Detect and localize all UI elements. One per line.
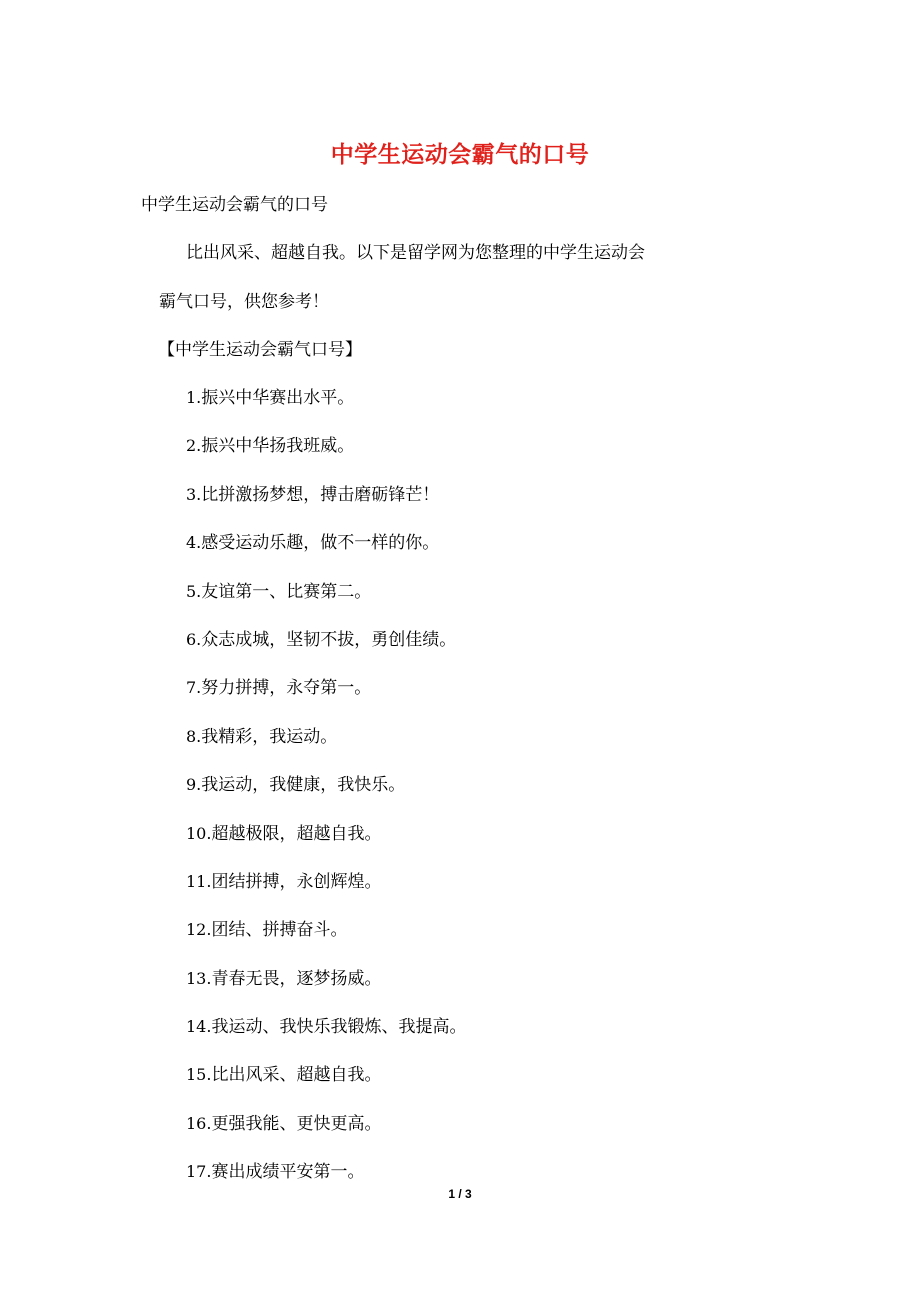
slogan-number: 10. bbox=[186, 823, 212, 843]
slogan-item bbox=[186, 579, 466, 627]
slogan-number: 16. bbox=[186, 1113, 212, 1133]
slogan-text: 团结、拼搏奋斗。 bbox=[211, 920, 348, 941]
slogan-list bbox=[186, 385, 466, 1208]
slogan-item bbox=[186, 1014, 466, 1062]
slogan-item bbox=[186, 433, 466, 481]
slogan-text: 振兴中华扬我班威。 bbox=[201, 436, 355, 457]
slogan-item bbox=[186, 724, 466, 772]
slogan-item bbox=[186, 772, 466, 820]
slogan-text: 友谊第一、比赛第二。 bbox=[201, 581, 372, 602]
slogan-item bbox=[186, 1062, 466, 1110]
slogan-text: 我运动、我快乐我锻炼、我提高。 bbox=[211, 1017, 467, 1038]
slogan-text: 超越极限，超越自我。 bbox=[211, 823, 382, 844]
slogan-number: 1. bbox=[186, 388, 202, 407]
slogan-number: 9. bbox=[186, 775, 202, 795]
slogan-text: 赛出成绩平安第一。 bbox=[211, 1162, 365, 1183]
slogan-text: 我运动，我健康，我快乐。 bbox=[201, 775, 406, 796]
document-subtitle: 中学生运动会霸气的口号 bbox=[141, 195, 328, 215]
slogan-item bbox=[186, 627, 466, 675]
slogan-item bbox=[186, 530, 466, 578]
slogan-number: 5. bbox=[186, 581, 202, 601]
slogan-item bbox=[186, 917, 466, 965]
slogan-number: 15. bbox=[186, 1065, 212, 1085]
slogan-item bbox=[186, 482, 466, 530]
page-number: 1 / 3 bbox=[448, 1187, 472, 1201]
slogan-text: 众志成城，坚韧不拔，勇创佳绩。 bbox=[201, 629, 457, 650]
slogan-item bbox=[186, 675, 466, 723]
slogan-number: 14. bbox=[186, 1017, 212, 1037]
document-title: 中学生运动会霸气的口号 bbox=[330, 142, 590, 168]
slogan-text: 团结拼搏，永创辉煌。 bbox=[211, 871, 382, 892]
slogan-item bbox=[186, 385, 466, 433]
slogan-text: 振兴中华赛出水平。 bbox=[201, 388, 355, 408]
slogan-text: 比拼激扬梦想，搏击磨砺锋芒！ bbox=[201, 484, 440, 505]
slogan-number: 3. bbox=[186, 484, 202, 504]
slogan-text: 我精彩，我运动。 bbox=[201, 726, 338, 747]
slogan-number: 13. bbox=[186, 968, 212, 988]
slogan-item bbox=[186, 966, 466, 1014]
slogan-number: 6. bbox=[186, 629, 202, 649]
slogan-text: 更强我能、更快更高。 bbox=[211, 1113, 382, 1134]
intro-paragraph-line-1: 比出风采、超越自我。以下是留学网为您整理的中学生运动会 bbox=[186, 243, 645, 263]
slogan-number: 4. bbox=[186, 533, 202, 553]
slogan-text: 青春无畏，逐梦扬威。 bbox=[211, 968, 382, 989]
slogan-number: 7. bbox=[186, 678, 202, 698]
slogan-number: 11. bbox=[186, 871, 212, 891]
slogan-number: 2. bbox=[186, 436, 202, 456]
slogan-number: 12. bbox=[186, 920, 212, 940]
slogan-text: 比出风采、超越自我。 bbox=[211, 1065, 382, 1086]
slogan-text: 努力拼搏，永夺第一。 bbox=[201, 678, 372, 699]
slogan-text: 感受运动乐趣，做不一样的你。 bbox=[201, 533, 440, 554]
section-heading: 【中学生运动会霸气口号】 bbox=[158, 340, 362, 360]
intro-paragraph-line-2: 霸气口号，供您参考！ bbox=[159, 292, 329, 312]
slogan-item bbox=[186, 1111, 466, 1159]
slogan-number: 8. bbox=[186, 726, 202, 746]
slogan-number: 17. bbox=[186, 1162, 212, 1182]
slogan-item bbox=[186, 821, 466, 869]
slogan-item bbox=[186, 869, 466, 917]
